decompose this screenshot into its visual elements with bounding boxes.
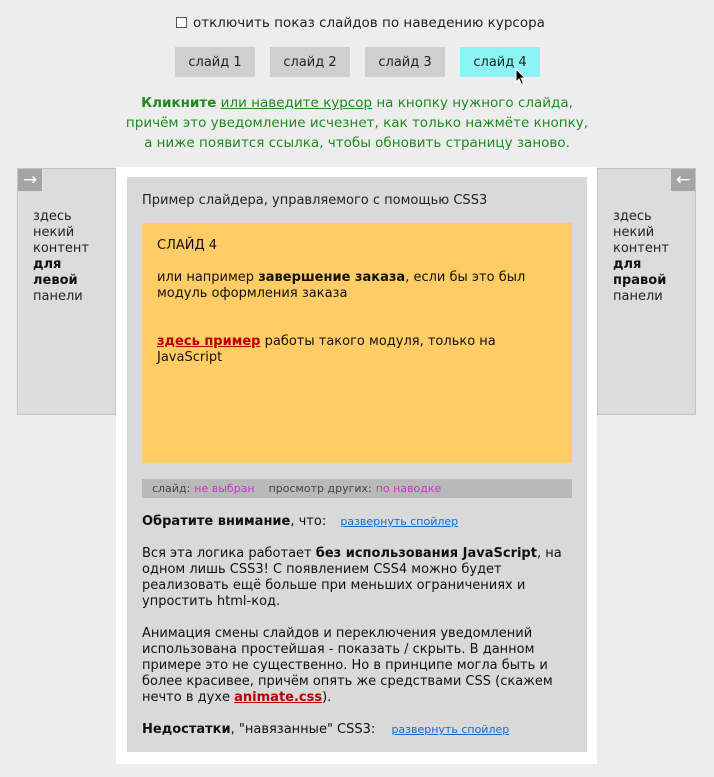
slide-title: СЛАЙД 4: [157, 238, 218, 253]
attention-spoiler-link[interactable]: развернуть спойлер: [340, 515, 459, 528]
main-frame: [116, 167, 597, 764]
slide-3-button[interactable]: слайд 3: [365, 47, 445, 77]
attention-rest: , что:: [290, 514, 327, 529]
right-panel-line: панели: [613, 289, 663, 304]
disable-hover-label: отключить показ слайдов по наведению курсора: [193, 15, 545, 31]
paragraph-animation: [142, 626, 572, 706]
right-panel-content: [613, 209, 669, 305]
slide-1-button[interactable]: слайд 1: [175, 47, 255, 77]
notice-bold: Кликните: [141, 95, 217, 111]
slide-description: [157, 270, 557, 302]
status-others-label: просмотр других:: [268, 482, 372, 495]
left-panel-content: [33, 209, 89, 305]
slider-title: Пример слайдера, управляемого с помощью CSS3: [142, 193, 488, 208]
left-panel-line: здесь: [33, 209, 72, 224]
left-panel-bold-line: левой: [33, 273, 78, 288]
slide-4-panel: [142, 223, 572, 463]
left-panel-line: панели: [33, 289, 83, 304]
slide-desc-pre: или например: [157, 270, 255, 285]
para2-post: ).: [322, 690, 332, 705]
para1-post: , на одном лишь CSS3! С появлением CSS4 можно будет реализовать ещё больше при меньших ограничениях и упростить html-код.: [142, 546, 562, 609]
left-panel: [17, 168, 116, 415]
slider-status-bar: [142, 479, 572, 498]
notice-hover-link[interactable]: или наведите курсор: [220, 95, 373, 111]
para1-pre: Вся эта логика работает: [142, 546, 316, 561]
status-slide-value: не выбран: [194, 482, 255, 495]
slide-example: [157, 334, 557, 366]
slide-4-button[interactable]: слайд 4: [460, 47, 540, 77]
right-panel-line: контент: [613, 241, 669, 256]
animate-css-link[interactable]: animate.css: [234, 690, 323, 705]
slide-2-button[interactable]: слайд 2: [270, 47, 350, 77]
left-panel-line: контент: [33, 241, 89, 256]
right-panel-line: здесь: [613, 209, 652, 224]
example-rest: работы такого модуля, только на JavaScript: [157, 334, 496, 365]
left-panel-arrow-icon[interactable]: →: [18, 169, 42, 191]
left-panel-bold-line: для: [33, 257, 62, 272]
instruction-notice: [0, 93, 714, 153]
attention-row: [142, 514, 572, 530]
notice-line3: а ниже появится ссылка, чтобы обновить страницу заново.: [144, 135, 570, 151]
disable-hover-checkbox[interactable]: [176, 17, 187, 28]
right-panel: [597, 168, 696, 415]
drawbacks-bold: Недостатки: [142, 722, 231, 737]
right-panel-arrow-icon[interactable]: ←: [671, 169, 695, 191]
right-panel-line: некий: [613, 225, 655, 240]
example-link[interactable]: здесь пример: [157, 334, 261, 349]
left-panel-line: некий: [33, 225, 75, 240]
para2-pre: Анимация смены слайдов и переключения уведомлений использована простейшая - показать / скрыть. В данном примере это не существенно. Но в принципе могла быть и более красивее, причём опять же средствами CSS (скажем нечто в духе: [142, 626, 553, 705]
main-content: [127, 177, 587, 752]
right-panel-bold-line: для: [613, 257, 642, 272]
disable-hover-toggle[interactable]: [176, 14, 576, 32]
paragraph-no-js: [142, 546, 572, 610]
status-others-value: по наводке: [375, 482, 442, 495]
status-slide-label: слайд:: [152, 482, 191, 495]
slide-button-bar: [0, 47, 714, 77]
mouse-pointer-icon: [515, 68, 527, 86]
slide-desc-post: , если бы это был модуль оформления заказа: [157, 270, 526, 301]
notice-line2: причём это уведомление исчезнет, как только нажмёте кнопку,: [125, 115, 589, 131]
drawbacks-row: [142, 722, 572, 738]
notice-line1-rest: на кнопку нужного слайда,: [376, 95, 573, 111]
attention-bold: Обратите внимание: [142, 514, 291, 529]
para1-bold: без использования JavaScript: [315, 546, 537, 561]
drawbacks-spoiler-link[interactable]: развернуть спойлер: [391, 723, 510, 736]
slide-desc-bold: завершение заказа: [258, 270, 406, 285]
right-panel-bold-line: правой: [613, 273, 667, 288]
drawbacks-rest: , "навязанные" CSS3:: [230, 722, 376, 737]
